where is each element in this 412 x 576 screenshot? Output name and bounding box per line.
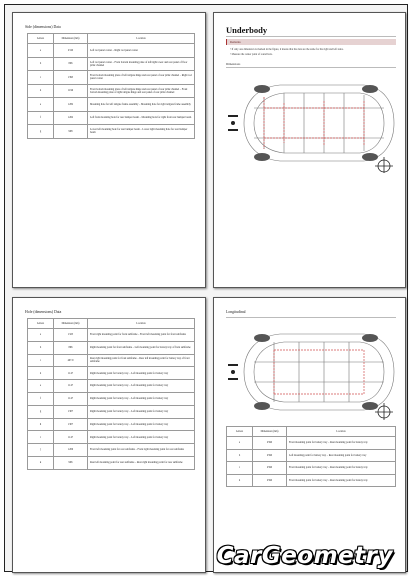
cell-location: Right mounting point for battery tray – Left mounting point for battery tray [88,431,195,444]
table-row [28,354,195,367]
cell-location: Front bottom mounting plate of left tailgate hinge and rear panel of rear pillar channel – Front bottom mounting plate of right tailgate hinge and rear panel of rear pillar channel [88,84,195,98]
table-row [28,125,195,139]
cell-letter: f [28,392,54,405]
remark-bullet: • If only one dimension is marked in the figure, it means that the data are the same for the right and left sides. [230,48,344,51]
table-row [28,456,195,469]
table-row [28,98,195,112]
cell-letter: c [28,71,54,85]
column-header-location: Location [88,34,195,44]
cell-location: Left rod panel corner – Front bottom mounting plate of left/right tower and rear panel of floor pillar channel [88,57,195,71]
cell-letter: i [28,431,54,444]
table-row [28,44,195,58]
table-row [28,71,195,85]
cell-dimension: 896 [54,341,88,354]
cell-dimension: 2590 [253,437,287,450]
divider [226,317,396,318]
cargeometry-logo: CarGeometry [216,543,393,569]
cell-dimension: 1147 [54,367,88,380]
table-row [28,392,195,405]
cell-letter: b [28,57,54,71]
cell-location: Front mounting point for battery tray – Rear mounting point for battery tray [287,474,396,487]
cell-letter: h [28,418,54,431]
cell-location: Right mounting point for battery tray – Left mounting point for battery tray [88,367,195,380]
cell-location: Front mounting point for battery tray – Rear mounting point for battery tray [287,437,396,450]
column-header-location: Location [88,319,195,329]
cell-dimension: 2590 [253,462,287,475]
cell-letter: f [28,111,54,125]
column-header-dimension: Dimension (mm) [253,427,287,437]
cell-letter: k [28,456,54,469]
table-row [227,474,396,487]
table-header-row [28,319,195,329]
cell-location: Right mounting point for front subframe – Left mounting point for battery tray of front subframe [88,341,195,354]
cell-dimension: 1395 [54,71,88,85]
cell-letter: a [28,44,54,58]
cell-letter: g [28,405,54,418]
cell-letter: c [227,462,253,475]
cell-location: Right mounting point for battery tray – Left mounting point for battery tray [88,392,195,405]
cell-dimension: 1307 [54,418,88,431]
table-header-row [227,427,396,437]
column-header-dimension: Dimension (mm) [54,34,88,44]
cell-location: Front right mounting point for front subframe – Front left mounting point for front subframe [88,329,195,342]
table-row [28,57,195,71]
document-page-underbody [213,12,406,288]
cell-dimension: 1282 [54,98,88,112]
cell-dimension: 1307 [54,405,88,418]
cell-location: Rear left mounting point for rear subframe – Rear right mounting point for rear subframe [88,456,195,469]
cell-dimension: 1262 [54,111,88,125]
cell-letter: a [227,437,253,450]
cell-letter: j [28,444,54,457]
cell-letter: a [28,329,54,342]
table-row [28,341,195,354]
cell-letter: c [28,354,54,367]
cell-dimension: 1147 [54,431,88,444]
cell-dimension: 1196 [54,84,88,98]
longitudinal-dimension-diagram [224,324,400,420]
dimension-table [27,318,195,470]
table-row [28,84,195,98]
cell-location: Front bottom mounting plate of left tailgate hinge and rear panel of rear pillar channel – Right rod panel corner [88,71,195,85]
remarks-banner: Remarks [226,39,396,45]
remark-bullet: • Measure the center point of round hole. [230,53,273,56]
table-row [227,462,396,475]
cell-location: Right mounting point for battery tray – Left mounting point for battery tray [88,418,195,431]
cell-location: Front mounting point for battery tray – Rear mounting point for battery tray [287,462,396,475]
table-row [28,329,195,342]
dimension-table [226,426,396,487]
underbody-dimension-diagram [224,73,400,173]
table-row [28,418,195,431]
page-title: Side (dimensions) Data [25,25,61,29]
viewer-frame [4,4,408,572]
cell-location: Left rod panel corner – Right rod panel corner [88,44,195,58]
cell-letter: b [227,449,253,462]
cell-location: Front left mounting point for rear subframe – Front right mounting point for rear subframe [88,444,195,457]
cell-dimension: 1325 [54,329,88,342]
cell-dimension: 1147 [54,392,88,405]
cell-location: Right mounting point for battery tray – Left mounting point for battery tray [88,405,195,418]
cell-letter: d [28,84,54,98]
cell-dimension: 2590 [253,449,287,462]
document-page-side-data [12,12,206,288]
table-row [28,431,195,444]
cell-location: Left mounting point for battery tray – Rear mounting point for battery tray [287,449,396,462]
cell-location: Rear right mounting point for front subframe – Rear left mounting point for battery tray of front subframe [88,354,195,367]
cell-letter: b [28,341,54,354]
cell-dimension: 908 [54,125,88,139]
cell-dimension: 906 [54,456,88,469]
cell-dimension: 407.9 [54,354,88,367]
column-header-letters: Letters [28,319,54,329]
cell-letter: e [28,98,54,112]
table-row [227,449,396,462]
cell-location: Left front mounting hole for rear bumper beam – Mounting hole for right front rear bumper beam [88,111,195,125]
cell-letter: d [28,367,54,380]
cell-letter: d [227,474,253,487]
document-page-longitudinal [213,297,406,573]
divider [226,67,396,68]
column-header-dimension: Dimension (mm) [54,319,88,329]
remark-bullet-text: Measure the center point of round hole. [231,53,273,56]
column-header-location: Location [287,427,396,437]
cell-location: Mounting hole for left tailgate frame assembly – Mounting hole for right tailgate frame assembly [88,98,195,112]
table-row [28,405,195,418]
table-header-row [28,34,195,44]
cell-dimension: 2590 [253,474,287,487]
document-page-hole-data [12,297,206,573]
page-title: Underbody [226,25,268,35]
page-title: Longitudinal [226,310,246,314]
table-row [227,437,396,450]
column-header-letters: Letters [28,34,54,44]
page-title: Hole (dimensions) Data [25,310,62,314]
cell-dimension: 1206 [54,444,88,457]
table-row [28,444,195,457]
cell-letter: e [28,380,54,393]
divider [226,36,396,37]
column-header-letters: Letters [227,427,253,437]
cell-location: Right mounting point for battery tray – Left mounting point for battery tray [88,380,195,393]
cell-dimension: 2310 [54,44,88,58]
cell-location: Lower left mounting hole for rear bumper beam – Lower right mounting hole for rear bumper beam [88,125,195,139]
cell-dimension: 806 [54,57,88,71]
table-row [28,380,195,393]
dimension-table [27,33,195,139]
remark-bullet-text: If only one dimension is marked in the figure, it means that the data are the same for the right and left sides. [231,48,344,51]
cell-letter: g [28,125,54,139]
table-row [28,367,195,380]
section-label: Dimensions [226,62,241,66]
table-row [28,111,195,125]
cell-dimension: 1147 [54,380,88,393]
